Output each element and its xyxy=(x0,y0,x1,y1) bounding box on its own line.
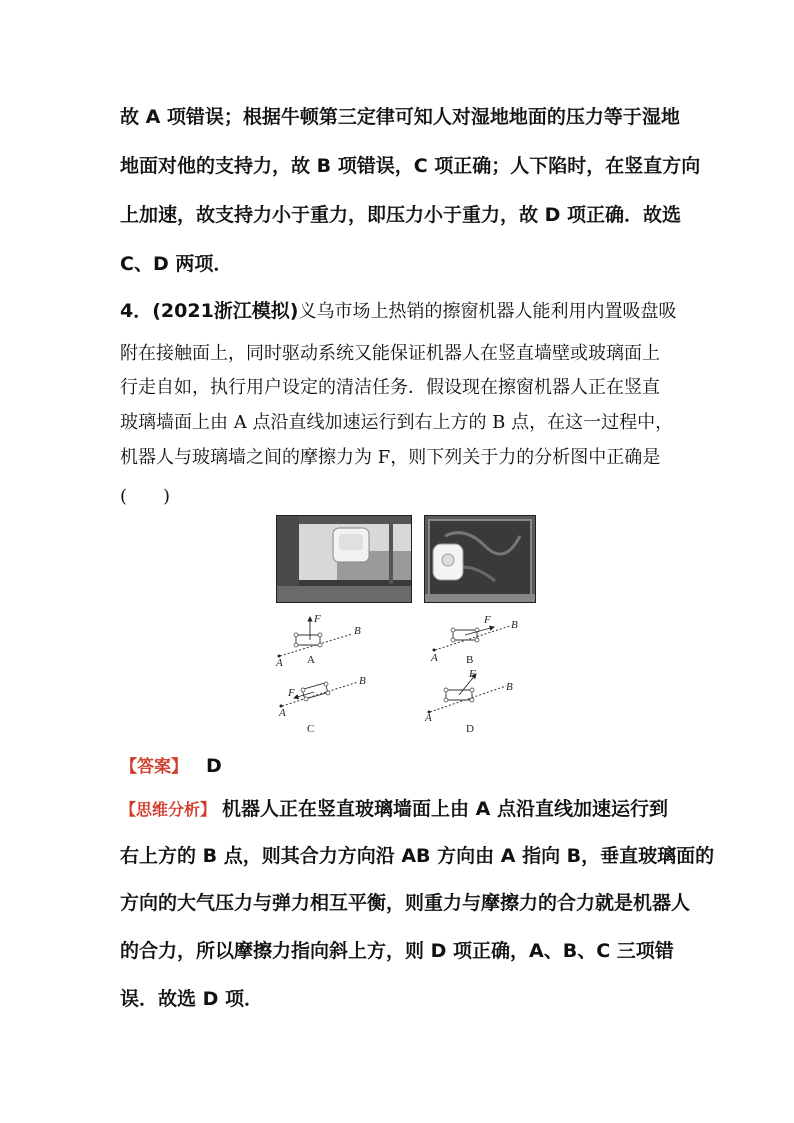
robot-window-photo-left xyxy=(276,515,412,603)
question-line-4: 玻璃墙面上由 A 点沿直线加速运行到右上方的 B 点，在这一过程中， xyxy=(120,412,674,433)
question-line-5: 机器人与玻璃墙之间的摩擦力为 F，则下列关于力的分析图中正确是 xyxy=(120,447,661,468)
point-b-label: B xyxy=(511,619,518,631)
diagram-b xyxy=(430,614,518,666)
prev-answer-line-3: 上加速，故支持力小于重力，即压力小于重力，故 D 项正确．故选 xyxy=(120,204,682,226)
point-b-label: B xyxy=(506,681,513,693)
force-label: F xyxy=(469,668,476,680)
point-a-label: A xyxy=(279,707,286,719)
question-line-3: 行走自如，执行用户设定的清洁任务．假设现在擦窗机器人正在竖直 xyxy=(120,377,660,398)
question-first-line xyxy=(120,296,676,323)
analysis-line-3: 方向的大气压力与弹力相互平衡，则重力与摩擦力的合力就是机器人 xyxy=(120,892,691,914)
diagram-c xyxy=(278,675,366,735)
point-a-label: A xyxy=(276,657,283,669)
force-diagrams xyxy=(270,610,530,740)
robot-box xyxy=(296,635,320,645)
answer-label: 【答案】 xyxy=(120,757,188,777)
analysis-line-1: 机器人正在竖直玻璃墙面上由 A 点沿直线加速运行到 xyxy=(222,798,668,820)
diagram-caption: D xyxy=(466,723,474,735)
diagram-caption: C xyxy=(307,723,315,735)
prev-answer-line-4: C、D 两项． xyxy=(120,253,233,275)
diagram-d xyxy=(424,668,513,735)
question-answer-blank: ( ) xyxy=(120,486,171,507)
point-b-label: B xyxy=(354,625,361,637)
force-label: F xyxy=(288,687,295,699)
answer-value: D xyxy=(206,755,222,777)
analysis-line-4: 的合力，所以摩擦力指向斜上方，则 D 项正确，A、B、C 三项错 xyxy=(120,940,674,962)
question-number: 4． xyxy=(120,300,153,322)
answer-line xyxy=(120,752,222,777)
analysis-first-line xyxy=(120,794,668,821)
question-line-2: 附在接触面上，同时驱动系统又能保证机器人在竖直墙壁或玻璃面上 xyxy=(120,343,660,364)
force-label: F xyxy=(314,613,321,625)
window-robot-illustration xyxy=(425,516,535,602)
analysis-label: 【思维分析】 xyxy=(120,800,217,819)
analysis-line-2: 右上方的 B 点，则其合力方向沿 AB 方向由 A 指向 B，垂直玻璃面的 xyxy=(120,845,715,867)
analysis-line-5: 误．故选 D 项． xyxy=(120,988,264,1010)
point-a-label: A xyxy=(431,652,438,664)
window-scene-illustration xyxy=(277,516,411,602)
question-source: (2021浙江模拟) xyxy=(152,300,299,322)
point-a-label: A xyxy=(425,712,432,724)
question-line-1: 义乌市场上热销的擦窗机器人能利用内置吸盘吸 xyxy=(298,301,677,322)
point-b-label: B xyxy=(359,675,366,687)
diagram-caption: B xyxy=(466,654,474,666)
prev-answer-line-1: 故 A 项错误；根据牛顿第三定律可知人对湿地地面的压力等于湿地 xyxy=(120,106,680,128)
diagram-a xyxy=(275,613,361,669)
robot-window-photo-right xyxy=(424,515,536,603)
force-label: F xyxy=(484,614,491,626)
diagram-caption: A xyxy=(307,654,315,666)
prev-answer-line-2: 地面对他的支持力，故 B 项错误，C 项正确；人下陷时，在竖直方向 xyxy=(120,155,701,177)
force-arrow xyxy=(465,627,494,635)
